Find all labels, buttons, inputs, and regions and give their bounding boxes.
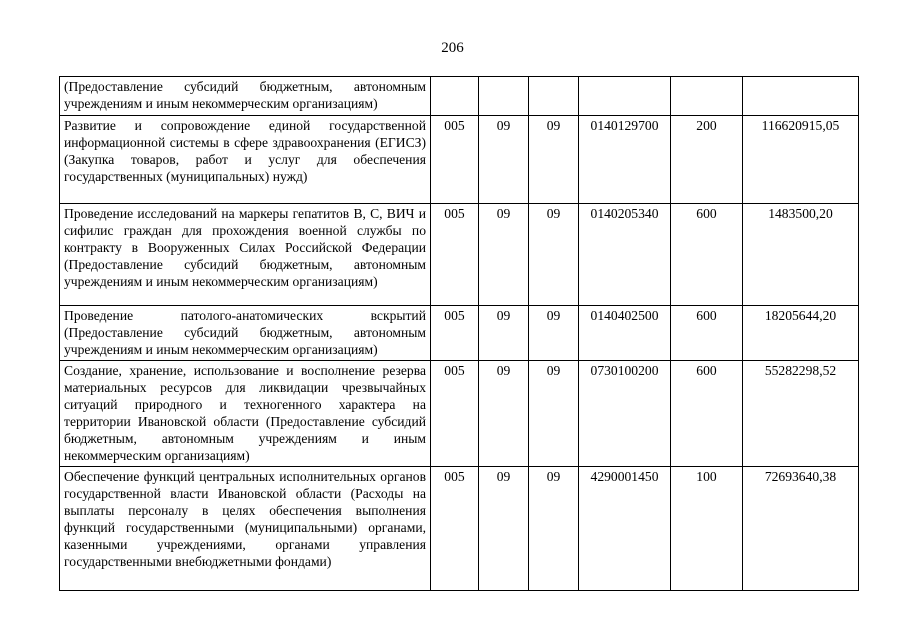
grbs-code-cell: 005 — [431, 116, 479, 204]
activity-name-cell: Проведение исследований на маркеры гепатитов В, С, ВИЧ и сифилис граждан для прохождения военной службы по контракту в Вооруженных Силах Российской Федерации (Предоставление субсидий бюджетным, автономным учреждениям и иным некоммерческим организациям) — [60, 204, 431, 306]
subsection-code-cell — [529, 77, 579, 116]
subsection-code-cell: 09 — [529, 116, 579, 204]
grbs-code-cell: 005 — [431, 467, 479, 591]
grbs-code-cell: 005 — [431, 204, 479, 306]
activity-name-cell: (Предоставление субсидий бюджетным, автономным учреждениям и иным некоммерческим организациям) — [60, 77, 431, 116]
table-row — [60, 306, 859, 361]
amount-cell: 55282298,52 — [743, 361, 859, 467]
amount-cell: 116620915,05 — [743, 116, 859, 204]
table-row — [60, 361, 859, 467]
table-row — [60, 77, 859, 116]
section-code-cell: 09 — [479, 306, 529, 361]
activity-name-cell: Обеспечение функций центральных исполнительных органов государственной власти Ивановской области (Расходы на выплаты персоналу в целях обеспечения выполнения функций государственными (муниципальными) органами, казенными учреждениями, органами управления государственными внебюджетными фондами) — [60, 467, 431, 591]
page-number: 206 — [441, 40, 464, 56]
grbs-code-cell — [431, 77, 479, 116]
target-article-cell — [579, 77, 671, 116]
section-code-cell: 09 — [479, 204, 529, 306]
expense-type-cell: 600 — [671, 204, 743, 306]
expense-type-cell: 600 — [671, 306, 743, 361]
expense-type-cell — [671, 77, 743, 116]
expense-type-cell: 200 — [671, 116, 743, 204]
subsection-code-cell: 09 — [529, 306, 579, 361]
target-article-cell: 0730100200 — [579, 361, 671, 467]
amount-cell: 18205644,20 — [743, 306, 859, 361]
amount-cell — [743, 77, 859, 116]
target-article-cell: 0140129700 — [579, 116, 671, 204]
target-article-cell: 0140402500 — [579, 306, 671, 361]
activity-name-cell: Создание, хранение, использование и восполнение резерва материальных ресурсов для ликвидации чрезвычайных ситуаций природного и техногенного характера на территории Ивановской области (Предоставление субсидий бюджетным, автономным учреждениям и иным некоммерческим организациям) — [60, 361, 431, 467]
expense-type-cell: 100 — [671, 467, 743, 591]
grbs-code-cell: 005 — [431, 361, 479, 467]
amount-cell: 1483500,20 — [743, 204, 859, 306]
subsection-code-cell: 09 — [529, 204, 579, 306]
activity-name-cell: Проведение патолого-анатомических вскрытий (Предоставление субсидий бюджетным, автономным учреждениям и иным некоммерческим организациям) — [60, 306, 431, 361]
table-row — [60, 204, 859, 306]
section-code-cell: 09 — [479, 116, 529, 204]
section-code-cell — [479, 77, 529, 116]
section-code-cell: 09 — [479, 467, 529, 591]
subsection-code-cell: 09 — [529, 467, 579, 591]
target-article-cell: 4290001450 — [579, 467, 671, 591]
section-code-cell: 09 — [479, 361, 529, 467]
amount-cell: 72693640,38 — [743, 467, 859, 591]
table-row — [60, 116, 859, 204]
subsection-code-cell: 09 — [529, 361, 579, 467]
expense-type-cell: 600 — [671, 361, 743, 467]
budget-table — [59, 76, 859, 591]
table-row — [60, 467, 859, 591]
target-article-cell: 0140205340 — [579, 204, 671, 306]
grbs-code-cell: 005 — [431, 306, 479, 361]
activity-name-cell: Развитие и сопровождение единой государственной информационной системы в сфере здравоохранения (ЕГИСЗ) (Закупка товаров, работ и услуг для обеспечения государственных (муниципальных) нужд) — [60, 116, 431, 204]
